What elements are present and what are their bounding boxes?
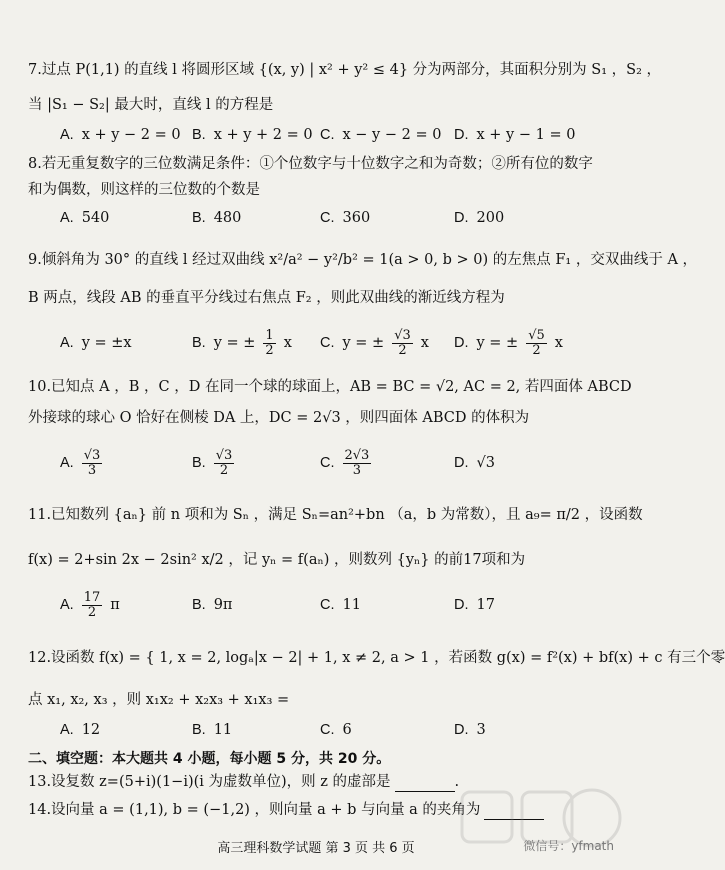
question-12-options xyxy=(60,717,608,743)
question-9-line-2: B 两点，线段 AB 的垂直平分线过右焦点 F₂ ，则此双曲线的渐近线方程为 xyxy=(28,290,505,306)
question-11-options xyxy=(60,589,608,620)
question-10-options xyxy=(60,447,608,478)
question-12-option-b: B. 11 xyxy=(192,722,233,738)
question-9-line-1: 9.倾斜角为 30° 的直线 l 经过双曲线 x²/a² − y²/b² = 1(a > 0, b > 0) 的左焦点 F₁ ，交双曲线于 A ， xyxy=(28,252,698,268)
question-9-option-c: C. y = ± $\frac{√3}{2}$ x xyxy=(320,327,429,358)
question-11-option-d: D. 17 xyxy=(454,597,495,613)
question-11-line-1: 11.已知数列 {aₙ} 前 n 项和为 Sₙ ，满足 Sₙ=an²+bn （a，b 为常数），且 a₉= π/2 ，设函数 xyxy=(28,507,643,523)
question-12-option-c: C. 6 xyxy=(320,722,352,738)
question-10-option-a: A. $\frac{√3}{3}$ xyxy=(60,447,101,478)
question-11-option-b: B. 9π xyxy=(192,597,233,613)
question-12-line-2: 点 x₁, x₂, x₃ ，则 x₁x₂ + x₂x₃ + x₁x₃ = xyxy=(28,692,290,708)
question-11-option-c: C. 11 xyxy=(320,597,361,613)
question-11-line-2: f(x) = 2+sin 2x − 2sin² x/2 ，记 yₙ = f(aₙ) ，则数列 {yₙ} 的前17项和为 xyxy=(28,552,526,568)
question-13-blank xyxy=(395,777,455,792)
question-8-option-b: B. 480 xyxy=(192,210,242,226)
question-7-option-b: B. x + y + 2 = 0 xyxy=(192,127,313,143)
question-10-option-d: D. √3 xyxy=(454,455,495,471)
question-9-options xyxy=(60,327,608,358)
question-7-option-a: A. x + y − 2 = 0 xyxy=(60,127,181,143)
question-12-line-1: 12.设函数 f(x) = { 1, x = 2, logₐ|x − 2| + 1, x ≠ 2, a > 1 ，若函数 g(x) = f²(x) + bf(x) + c 有三个零 xyxy=(28,650,725,666)
question-9-option-a: A. y = ±x xyxy=(60,335,132,351)
section-fill-in-title: 二、填空题：本大题共 4 小题，每小题 5 分，共 20 分。 xyxy=(28,751,391,767)
question-12-option-a: A. 12 xyxy=(60,722,101,738)
question-10-option-c: C. $\frac{2√3}{3}$ xyxy=(320,447,370,478)
question-11-option-a: A. $\frac{17}{2}$ π xyxy=(60,589,120,620)
question-7-options xyxy=(60,122,608,148)
page-footer: 高三理科数学试题 第 3 页 共 6 页 xyxy=(217,841,415,856)
question-10-line-2: 外接球的球心 O 恰好在侧棱 DA 上，DC = 2√3 ，则四面体 ABCD 的体积为 xyxy=(28,410,530,426)
question-14: 14.设向量 a = (1,1), b = (−1,2) ，则向量 a + b 与向量 a 的夹角为 xyxy=(28,800,608,820)
question-8-options xyxy=(60,205,608,231)
question-10-line-1: 10.已知点 A ，B ，C ，D 在同一个球的球面上，AB = BC = √2, AC = 2, 若四面体 ABCD xyxy=(28,379,632,395)
question-8-option-a: A. 540 xyxy=(60,210,110,226)
question-7-line-2: 当 |S₁ − S₂| 最大时，直线 l 的方程是 xyxy=(28,97,274,113)
question-8-option-d: D. 200 xyxy=(454,210,505,226)
question-9-option-d: D. y = ± $\frac{√5}{2}$ x xyxy=(454,327,563,358)
question-8-line-1: 8.若无重复数字的三位数满足条件：①个位数字与十位数字之和为奇数；②所有位的数字 xyxy=(28,156,593,172)
watermark-text: 微信号：yfmath xyxy=(523,839,614,853)
question-7-option-c: C. x − y − 2 = 0 xyxy=(320,127,442,143)
question-13: 13.设复数 z=(5+i)(1−i)(i 为虚数单位)，则 z 的虚部是 . xyxy=(28,774,460,790)
question-7-option-d: D. x + y − 1 = 0 xyxy=(454,127,576,143)
question-9-option-b: B. y = ± $\frac{1}{2}$ x xyxy=(192,327,292,358)
question-8-option-c: C. 360 xyxy=(320,210,371,226)
question-10-option-b: B. $\frac{√3}{2}$ xyxy=(192,447,233,478)
question-8-line-2: 和为偶数，则这样的三位数的个数是 xyxy=(28,182,260,198)
question-7-line-1: 7.过点 P(1,1) 的直线 l 将圆形区域 {(x, y) | x² + y² ≤ 4} 分为两部分，其面积分别为 S₁ ，S₂ ， xyxy=(28,62,661,78)
question-12-option-d: D. 3 xyxy=(454,722,486,738)
